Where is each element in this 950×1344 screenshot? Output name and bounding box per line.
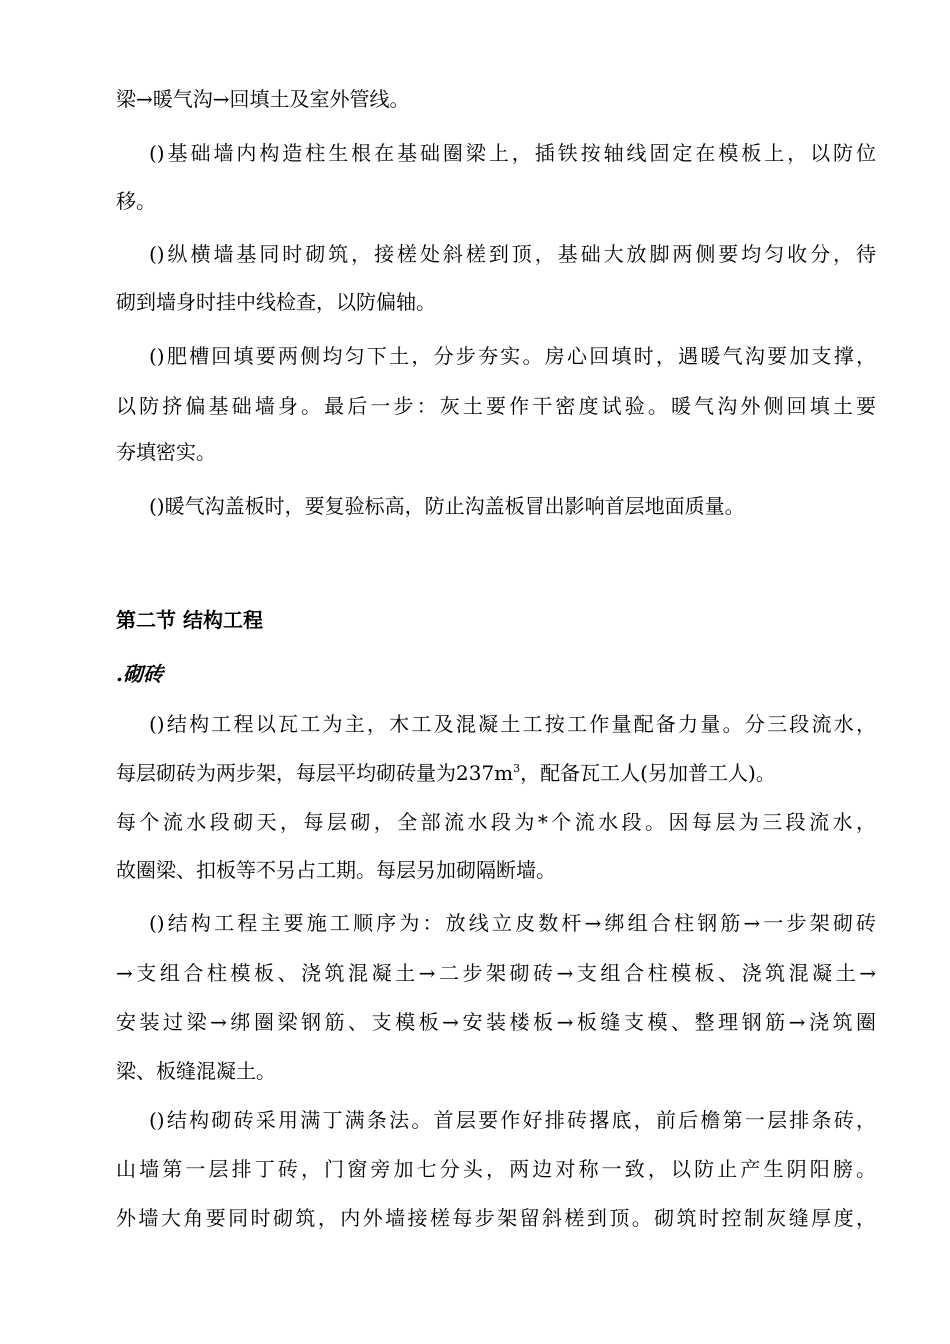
paragraph-construction-sequence [116, 898, 876, 1097]
text-line: ()结构工程主要施工顺序为：放线立皮数杆→绑组合柱钢筋→一步架砌砖 [149, 911, 876, 935]
text-line: →支组合柱模板、浇筑混凝土→二步架砌砖→支组合柱模板、浇筑混凝土→ [116, 961, 876, 985]
paragraph-backfill [116, 331, 876, 478]
text-line: ()纵横墙基同时砌筑，接槎处斜槎到顶，基础大放脚两侧要均匀收分，待 [149, 242, 876, 266]
text-line: 砌到墙身时挂中线检查，以防偏轴。 [116, 290, 436, 314]
text-line: 故圈梁、扣板等不另占工期。每层另加砌隔断墙。 [116, 858, 556, 882]
text-segment: ，配备瓦工人(另加普工人)。 [520, 761, 776, 785]
paragraph-foundation-columns [116, 128, 876, 227]
text-line: ()基础墙内构造柱生根在基础圈梁上，插铁按轴线固定在模板上，以防位 [149, 141, 876, 165]
text-line: 外墙大角要同时砌筑，内外墙接槎每步架留斜槎到顶。砌筑时控制灰缝厚度， [116, 1206, 876, 1230]
text-segment: 每层砌砖为两步架，每层平均砌砖量为237m [116, 761, 514, 785]
paragraph-wall-masonry [116, 229, 876, 328]
text-line: ()肥槽回填要两侧均匀下土，分步夯实。房心回填时，遇暖气沟要加支撑， [149, 344, 876, 368]
superscript: 3 [513, 762, 521, 775]
text-line: ()结构工程以瓦工为主，木工及混凝土工按工作量配备力量。分三段流水， [149, 712, 876, 736]
section-title: 第二节 结构工程 [116, 608, 263, 632]
text-line: 梁、板缝混凝土。 [116, 1059, 276, 1083]
text-line: 夯填密实。 [116, 440, 216, 464]
subsection-title: .砌砖 [116, 662, 163, 686]
text-line [116, 748, 876, 799]
text-line: 每个流水段砌天，每层砌，全部流水段为*个流水段。因每层为三段流水， [116, 810, 876, 834]
paragraph-brick-bonding [116, 1095, 876, 1244]
text-line: 以防挤偏基础墙身。最后一步：灰土要作干密度试验。暖气沟外侧回填土要 [116, 394, 876, 418]
paragraph-continuation [116, 74, 876, 125]
text-line: ()暖气沟盖板时，要复验标高，防止沟盖板冒出影响首层地面质量。 [149, 494, 745, 518]
text-line: 移。 [116, 189, 156, 213]
text-line: 梁→暖气沟→回填土及室外管线。 [116, 87, 410, 111]
text-line: ()结构砌砖采用满丁满条法。首层要作好排砖撂底，前后檐第一层排条砖， [149, 1108, 876, 1132]
paragraph-trench-cover [116, 481, 876, 532]
text-line: 山墙第一层排丁砖，门窗旁加七分头，两边对称一致，以防止产生阴阳膀。 [116, 1157, 876, 1181]
paragraph-structure-staffing [116, 699, 876, 896]
text-line: 安装过梁→绑圈梁钢筋、支模板→安装楼板→板缝支模、整理钢筋→浇筑圈 [116, 1010, 876, 1034]
